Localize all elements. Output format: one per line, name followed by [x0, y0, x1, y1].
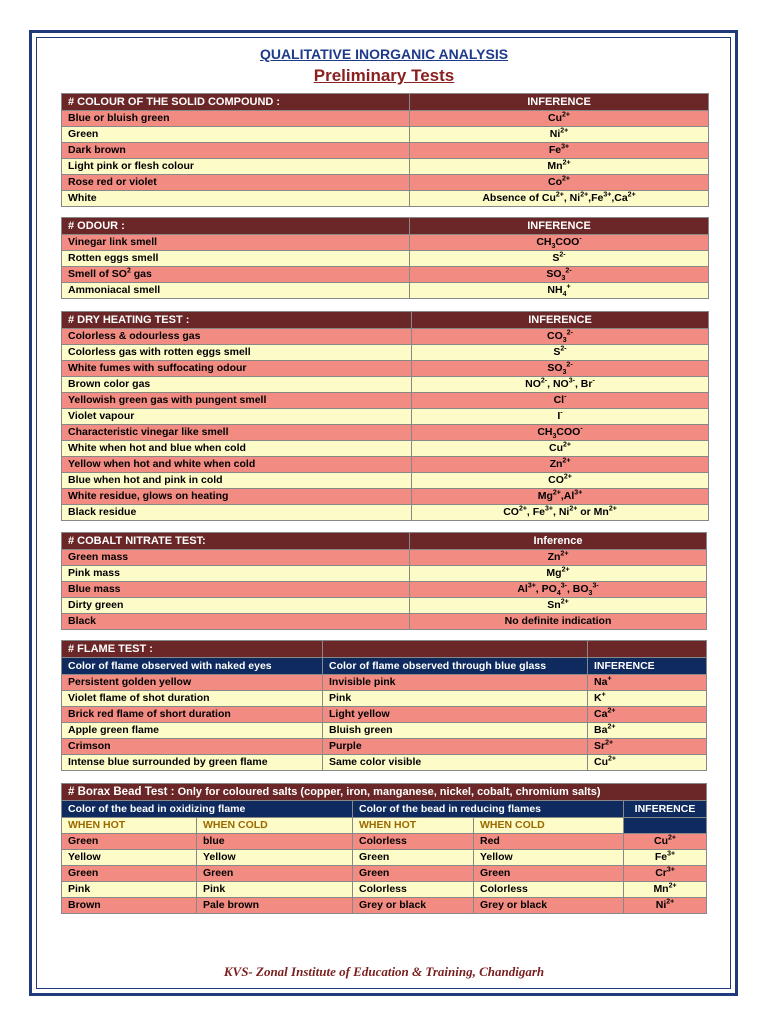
borax-cell: $Fe^{3+}$	[624, 850, 707, 866]
borax-cell: Pink	[62, 882, 197, 898]
dry-cell: $CO^{2+}$	[412, 473, 709, 489]
dry-cell: Blue when hot and pink in cold	[62, 473, 412, 489]
dry-row	[62, 361, 709, 377]
cobalt-header-inference: Inference	[410, 533, 707, 550]
flame-sub-inference: INFERENCE	[588, 658, 707, 675]
odour-row	[62, 251, 709, 267]
borax-header-note: Only for coloured salts (copper, iron, manganese, nickel, cobalt, chromium salts)	[177, 786, 601, 798]
borax-cell: Yellow	[474, 850, 624, 866]
borax-header-title: # Borax Bead Test :	[68, 786, 175, 798]
flame-table-header	[62, 641, 707, 658]
flame-table-subheader	[62, 658, 707, 675]
flame-cell: Purple	[323, 739, 588, 755]
dry-cell: Violet vapour	[62, 409, 412, 425]
dry-cell: $S^{2-}$	[412, 345, 709, 361]
borax-sub-inference: INFERENCE	[624, 801, 707, 818]
odour-row	[62, 235, 709, 251]
flame-sub-blue-glass: Color of flame observed through blue glass	[323, 658, 588, 675]
cobalt-row	[62, 550, 707, 566]
colour-cell: Blue or bluish green	[62, 111, 410, 127]
borax-sub-reducing: Color of the bead in reducing flames	[353, 801, 624, 818]
page-subtitle: Preliminary Tests	[313, 66, 455, 85]
dry-heating-table	[61, 311, 709, 521]
colour-row	[62, 175, 709, 191]
flame-cell: Intense blue surrounded by green flame	[62, 755, 323, 771]
borax-when-cold-red: WHEN COLD	[474, 818, 624, 834]
odour-cell: Rotten eggs smell	[62, 251, 410, 267]
dry-row	[62, 345, 709, 361]
flame-test-table	[61, 640, 707, 771]
colour-cell: Green	[62, 127, 410, 143]
odour-row	[62, 267, 709, 283]
odour-cell: Vinegar link smell	[62, 235, 410, 251]
cobalt-header-label: # COBALT NITRATE TEST:	[62, 533, 410, 550]
dry-cell: Yellow when hot and white when cold	[62, 457, 412, 473]
borax-cell: blue	[197, 834, 353, 850]
flame-cell: Persistent golden yellow	[62, 675, 323, 691]
flame-header-blank	[323, 641, 588, 658]
colour-table	[61, 93, 709, 207]
dry-cell: White when hot and blue when cold	[62, 441, 412, 457]
cobalt-row	[62, 598, 707, 614]
dry-row	[62, 489, 709, 505]
colour-cell: Light pink or flesh colour	[62, 159, 410, 175]
odour-cell: $SO_3^{2-}$	[410, 267, 709, 283]
borax-row	[62, 882, 707, 898]
odour-header-label: # ODOUR :	[62, 218, 410, 235]
colour-row	[62, 111, 709, 127]
odour-table	[61, 217, 709, 299]
cobalt-nitrate-table	[61, 532, 707, 630]
cobalt-cell: Pink mass	[62, 566, 410, 582]
dry-cell: $CO^{2+}$, $Fe^{3+}$, $Ni^{2+}$ or $Mn^{2+}$	[412, 505, 709, 521]
borax-cell: Pale brown	[197, 898, 353, 914]
borax-cell: $Cu^{2+}$	[624, 834, 707, 850]
flame-cell: Na+	[588, 675, 707, 691]
cobalt-cell: $Zn^{2+}$	[410, 550, 707, 566]
borax-cell: Red	[474, 834, 624, 850]
borax-cell: Colorless	[353, 882, 474, 898]
borax-cell: Green	[197, 866, 353, 882]
cobalt-cell: Black	[62, 614, 410, 630]
flame-row	[62, 755, 707, 771]
cobalt-cell: $Mg^{2+}$	[410, 566, 707, 582]
borax-when-hot-ox: WHEN HOT	[62, 818, 197, 834]
dry-cell: Colorless gas with rotten eggs smell	[62, 345, 412, 361]
borax-cell: Brown	[62, 898, 197, 914]
dry-header-label: # DRY HEATING TEST :	[62, 312, 412, 329]
borax-row	[62, 850, 707, 866]
dry-cell: $SO_3^{2-}$	[412, 361, 709, 377]
borax-cell: $Ni^{2+}$	[624, 898, 707, 914]
odour-cell: Ammoniacal smell	[62, 283, 410, 299]
borax-when-blank	[624, 818, 707, 834]
flame-cell: Crimson	[62, 739, 323, 755]
colour-row	[62, 143, 709, 159]
borax-when-hot-red: WHEN HOT	[353, 818, 474, 834]
borax-bead-table	[61, 783, 707, 914]
cobalt-cell: No definite indication	[410, 614, 707, 630]
flame-row	[62, 739, 707, 755]
dry-cell: Brown color gas	[62, 377, 412, 393]
dry-cell: Yellowish green gas with pungent smell	[62, 393, 412, 409]
borax-cell: Grey or black	[474, 898, 624, 914]
dry-row	[62, 377, 709, 393]
flame-cell: Light yellow	[323, 707, 588, 723]
borax-cell: $Cr^{3+}$	[624, 866, 707, 882]
borax-cell: Green	[353, 866, 474, 882]
colour-row	[62, 191, 709, 207]
odour-header-inference: INFERENCE	[410, 218, 709, 235]
dry-cell: I-	[412, 409, 709, 425]
dry-row	[62, 441, 709, 457]
flame-cell: Brick red flame of short duration	[62, 707, 323, 723]
odour-cell: $NH_4^+$	[410, 283, 709, 299]
cobalt-row	[62, 582, 707, 598]
flame-cell: $Ba^{2+}$	[588, 723, 707, 739]
dry-row	[62, 425, 709, 441]
borax-row	[62, 898, 707, 914]
colour-row	[62, 127, 709, 143]
flame-cell: Violet flame of shot duration	[62, 691, 323, 707]
cobalt-cell: Green mass	[62, 550, 410, 566]
cobalt-row	[62, 566, 707, 582]
colour-cell: $Ni^{2+}$	[410, 127, 709, 143]
dry-cell: Colorless & odourless gas	[62, 329, 412, 345]
borax-sub-oxidizing: Color of the bead in oxidizing flame	[62, 801, 353, 818]
flame-row	[62, 723, 707, 739]
dry-row	[62, 505, 709, 521]
colour-cell: Rose red or violet	[62, 175, 410, 191]
borax-cell: Pink	[197, 882, 353, 898]
flame-cell: K+	[588, 691, 707, 707]
borax-header-cell	[62, 784, 707, 801]
flame-cell: Invisible pink	[323, 675, 588, 691]
borax-cell: Colorless	[474, 882, 624, 898]
colour-row	[62, 159, 709, 175]
colour-cell: $Cu^{2+}$	[410, 111, 709, 127]
borax-cell: Yellow	[62, 850, 197, 866]
colour-cell: $Co^{2+}$	[410, 175, 709, 191]
flame-cell: $Sr^{2+}$	[588, 739, 707, 755]
odour-cell: Smell of $SO^2$ gas	[62, 267, 410, 283]
dry-cell: White fumes with suffocating odour	[62, 361, 412, 377]
odour-cell: $CH_3COO^-$	[410, 235, 709, 251]
flame-cell: $Cu^{2+}$	[588, 755, 707, 771]
dry-row	[62, 473, 709, 489]
odour-row	[62, 283, 709, 299]
borax-when-cold-ox: WHEN COLD	[197, 818, 353, 834]
cobalt-cell: $Al^{3+}$, $PO_4^{3-}$, $BO_3^{3-}$	[410, 582, 707, 598]
flame-sub-naked: Color of flame observed with naked eyes	[62, 658, 323, 675]
borax-cell: $Mn^{2+}$	[624, 882, 707, 898]
colour-header-inference: INFERENCE	[410, 94, 709, 111]
dry-cell: $CO_3^{2-}$	[412, 329, 709, 345]
page-title: QUALITATIVE INORGANIC ANALYSIS	[259, 46, 509, 62]
colour-cell: Absence of $Cu^{2+}$, $Ni^{2+},Fe^{3+},Ca^{2+}$	[410, 191, 709, 207]
dry-header-inference: INFERENCE	[412, 312, 709, 329]
cobalt-cell: Blue mass	[62, 582, 410, 598]
borax-when-row	[62, 818, 707, 834]
colour-cell: $Mn^{2+}$	[410, 159, 709, 175]
borax-table-subheader	[62, 801, 707, 818]
dry-row	[62, 409, 709, 425]
dry-table-header	[62, 312, 709, 329]
dry-cell: $CH_3COO^-$	[412, 425, 709, 441]
borax-cell: Colorless	[353, 834, 474, 850]
footer-institute: KVS- Zonal Institute of Education & Training, Chandigarh	[223, 964, 545, 979]
cobalt-cell: $Sn^{2+}$	[410, 598, 707, 614]
flame-header-blank2	[588, 641, 707, 658]
odour-cell: $S^{2-}$	[410, 251, 709, 267]
dry-cell: Cl-	[412, 393, 709, 409]
flame-cell: Bluish green	[323, 723, 588, 739]
colour-table-header	[62, 94, 709, 111]
borax-cell: Green	[353, 850, 474, 866]
colour-cell: White	[62, 191, 410, 207]
borax-cell: Green	[62, 834, 197, 850]
colour-header-label: # COLOUR OF THE SOLID COMPOUND :	[62, 94, 410, 111]
flame-cell: Apple green flame	[62, 723, 323, 739]
dry-row	[62, 457, 709, 473]
flame-row	[62, 691, 707, 707]
dry-cell: White residue, glows on heating	[62, 489, 412, 505]
cobalt-cell: Dirty green	[62, 598, 410, 614]
flame-header-label: # FLAME TEST :	[62, 641, 323, 658]
borax-table-header	[62, 784, 707, 801]
dry-row	[62, 329, 709, 345]
borax-row	[62, 834, 707, 850]
colour-cell: $Fe^{3+}$	[410, 143, 709, 159]
borax-row	[62, 866, 707, 882]
dry-cell: Black residue	[62, 505, 412, 521]
dry-cell: $Cu^{2+}$	[412, 441, 709, 457]
flame-cell: Same color visible	[323, 755, 588, 771]
borax-cell: Green	[62, 866, 197, 882]
dry-cell: $NO^{2-}$, $NO^{3-}$, Br-	[412, 377, 709, 393]
cobalt-row	[62, 614, 707, 630]
dry-cell: $Zn^{2+}$	[412, 457, 709, 473]
flame-row	[62, 675, 707, 691]
borax-cell: Grey or black	[353, 898, 474, 914]
borax-cell: Yellow	[197, 850, 353, 866]
dry-row	[62, 393, 709, 409]
flame-cell: Pink	[323, 691, 588, 707]
flame-cell: $Ca^{2+}$	[588, 707, 707, 723]
colour-cell: Dark brown	[62, 143, 410, 159]
flame-row	[62, 707, 707, 723]
dry-cell: $Mg^{2+},Al^{3+}$	[412, 489, 709, 505]
cobalt-table-header	[62, 533, 707, 550]
borax-cell: Green	[474, 866, 624, 882]
odour-table-header	[62, 218, 709, 235]
dry-cell: Characteristic vinegar like smell	[62, 425, 412, 441]
